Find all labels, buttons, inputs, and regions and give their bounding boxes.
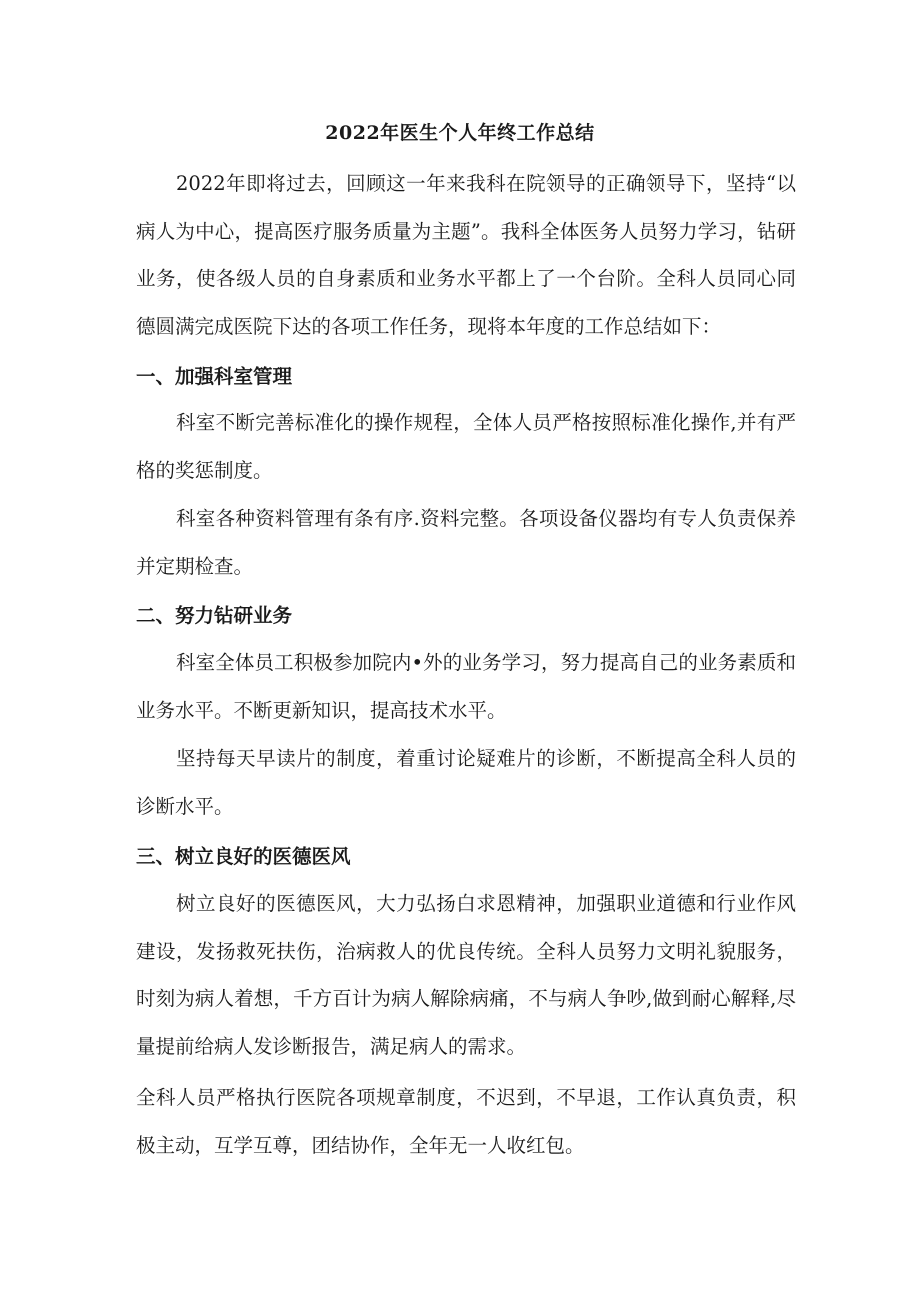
section-2-paragraph-2: 坚持每天早读片的制度，着重讨论疑难片的诊断，不断提高全科人员的诊断水平。 <box>136 747 796 818</box>
intro-paragraph: 2022年即将过去，回顾这一年来我科在院领导的正确领导下，坚持“以病人为中心，提高医疗服务质量为主题”。我科全体医务人员努力学习，钻研业务，使各级人员的自身素质和业务水平都上了一个台阶。全科人员同心同德圆满完成医院下达的各项工作任务，现将本年度的工作总结如下： <box>136 172 796 338</box>
section-1-paragraph-1: 科室不断完善标准化的操作规程，全体人员严格按照标准化操作,并有严格的奖惩制度。 <box>136 411 796 482</box>
document-title: 2022年医生个人年终工作总结 <box>325 122 595 144</box>
section-heading-3: 三、树立良好的医德医风 <box>136 845 351 868</box>
section-3-paragraph-1: 树立良好的医德医风，大力弘扬白求恩精神，加强职业道德和行业作风建设，发扬救死扶伤，治病救人的优良传统。全科人员努力文明礼貌服务，时刻为病人着想，千方百计为病人解除病痛，不与病人争吵,做到耐心解释,尽量提前给病人发诊断报告，满足病人的需求。 <box>136 892 796 1058</box>
section-3-paragraph-2: 全科人员严格执行医院各项规章制度，不迟到，不早退，工作认真负责，积极主动，互学互尊，团结协作，全年无一人收红包。 <box>136 1086 796 1157</box>
section-heading-1: 一、加强科室管理 <box>136 365 293 388</box>
section-heading-2: 二、努力钻研业务 <box>136 604 293 627</box>
section-2-paragraph-1: 科室全体员工积极参加院内•外的业务学习，努力提高自己的业务素质和业务水平。不断更新知识，提高技术水平。 <box>136 651 796 722</box>
section-1-paragraph-2: 科室各种资料管理有条有序.资料完整。各项设备仪器均有专人负责保养并定期检查。 <box>136 507 796 578</box>
